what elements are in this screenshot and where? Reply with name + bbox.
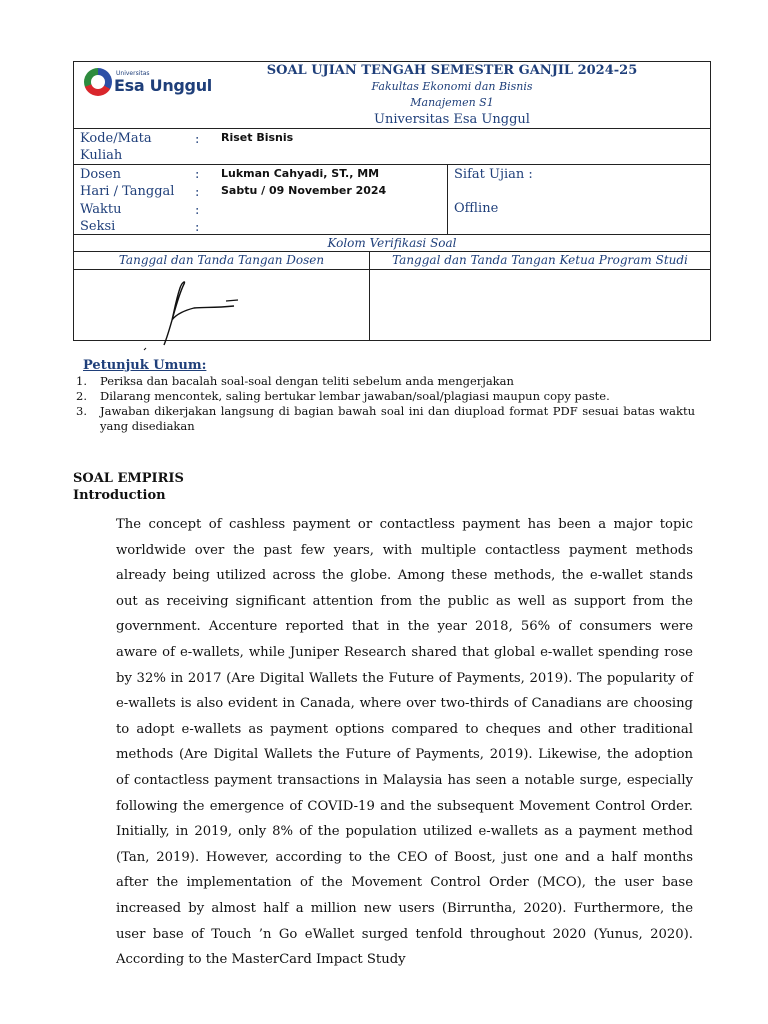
- dosen-value: Lukman Cahyadi, ST., MM: [221, 167, 380, 180]
- waktu-colon: :: [195, 203, 200, 218]
- hari-value: Sabtu / 09 November 2024: [221, 184, 387, 197]
- verification-title-row: [74, 235, 710, 252]
- instruction-number: 3.: [76, 404, 87, 418]
- hari-label: Hari / Tanggal: [80, 184, 175, 199]
- instructions-list: [73, 374, 695, 434]
- faculty-name: Fakultas Ekonomi dan Bisnis: [371, 80, 533, 93]
- instruction-item: [73, 404, 695, 434]
- dosen-signature-header: Tanggal dan Tanda Tangan Dosen: [118, 253, 325, 267]
- dosen-colon: :: [195, 167, 200, 182]
- introduction-heading: Introduction: [73, 488, 166, 503]
- instruction-text: Jawaban dikerjakan langsung di bagian bawah soal ini dan diupload format PDF sesuai batas waktu yang disediakan: [100, 404, 695, 433]
- header-center: [194, 62, 710, 128]
- instruction-number: 1.: [76, 374, 87, 388]
- university-name: Universitas Esa Unggul: [374, 112, 530, 127]
- instruction-text: Dilarang mencontek, saling bertukar lembar jawaban/soal/plagiasi maupun copy paste.: [100, 389, 610, 403]
- kode-colon: :: [195, 132, 200, 147]
- hari-colon: :: [195, 185, 200, 200]
- logo-emblem-icon: [84, 68, 112, 96]
- course-row: [74, 129, 710, 165]
- seksi-colon: :: [195, 220, 200, 235]
- section-title: SOAL EMPIRIS: [73, 471, 184, 486]
- verification-title: Kolom Verifikasi Soal: [327, 236, 457, 250]
- instruction-item: [73, 389, 695, 404]
- signature-row: [74, 270, 710, 340]
- instruction-text: Periksa dan bacalah soal-soal dengan teliti sebelum anda mengerjakan: [100, 374, 514, 388]
- verification-columns-row: [74, 252, 710, 270]
- instruction-number: 2.: [76, 389, 87, 403]
- kode-label-2: Kuliah: [80, 148, 123, 163]
- introduction-paragraph: The concept of cashless payment or contactless payment has been a major topic worldwide over the past few years, with multiple contactless payment methods already being utilized across the globe. Among these methods, the e-wallet stands out as receiving significant attention from the public as well as support from the government. Accenture reported that in the year 2018, 56% of consumers were aware of e-wallets, while Juniper Research shared that global e-wallet spending rose by 32% in 2017 (Are Digital Wallets the Future of Payments, 2019). The popularity of e-wallets is also evident in Canada, where over two-thirds of Canadians are choosing to adopt e-wallets as payment options compared to cheques and other traditional methods (Are Digital Wallets the Future of Payments, 2019). Likewise, the adoption of contactless payment transactions in Malaysia has seen a notable surge, especially following the emergence of COVID-19 and the subsequent Movement Control Order. Initially, in 2019, only 8% of the population utilized e-wallets as a payment method (Tan, 2019). However, according to the CEO of Boost, just one and a half months after the implementation of the Movement Control Order (MCO), the user base increased by almost half a million new users (Birruntha, 2020). Furthermore, the user base of Touch ’n Go eWallet surged tenfold throughout 2020 (Yunus, 2020). According to the MasterCard Impact Study: [116, 517, 693, 968]
- exam-header: [74, 62, 710, 129]
- instruction-item: [73, 374, 695, 389]
- kaprodi-signature-header: Tanggal dan Tanda Tangan Ketua Program Studi: [392, 253, 688, 267]
- sifat-value: Offline: [454, 201, 499, 216]
- course-value: Riset Bisnis: [221, 131, 294, 144]
- exam-title: SOAL UJIAN TENGAH SEMESTER GANJIL 2024-25: [266, 63, 638, 78]
- logo-text: Esa Unggul: [114, 76, 212, 95]
- general-instructions: [73, 358, 695, 434]
- lecturer-info-block: [74, 165, 710, 235]
- logo-small-text: Universitas: [116, 70, 150, 77]
- kode-label-1: Kode/Mata: [80, 131, 152, 146]
- waktu-label: Waktu: [80, 202, 122, 217]
- instructions-title: Petunjuk Umum:: [83, 358, 207, 373]
- lecturer-signature: [134, 270, 264, 350]
- seksi-label: Seksi: [80, 219, 116, 234]
- exam-header-table: [73, 61, 711, 341]
- university-logo: [84, 68, 212, 102]
- info-divider: [447, 165, 448, 234]
- sifat-label: Sifat Ujian :: [454, 167, 533, 182]
- dosen-label: Dosen: [80, 167, 121, 182]
- signature-divider: [369, 270, 370, 340]
- program-name: Manajemen S1: [410, 96, 494, 109]
